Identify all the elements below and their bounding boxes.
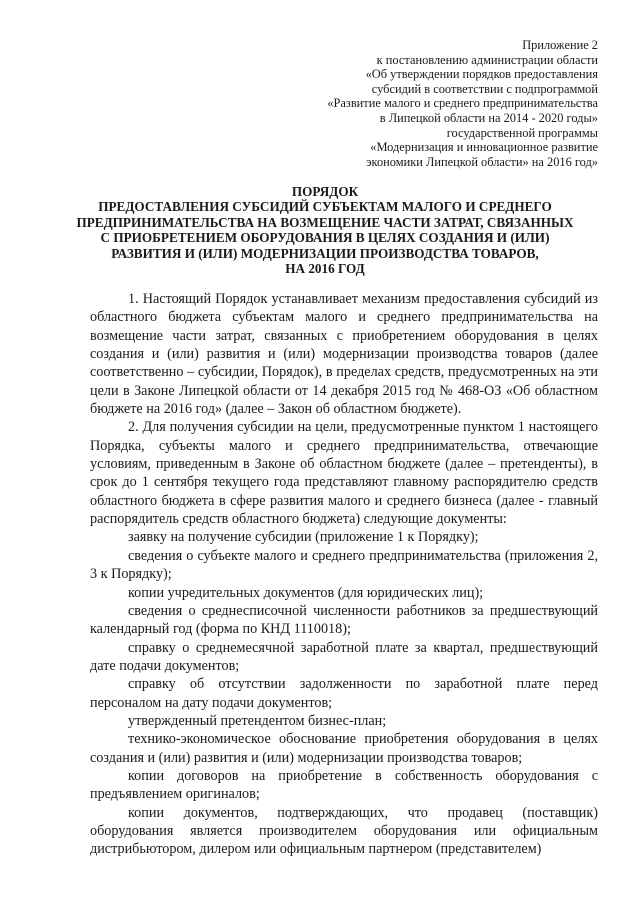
title-line: РАЗВИТИЯ И (ИЛИ) МОДЕРНИЗАЦИИ ПРОИЗВОДСТВА ТОВАРОВ, bbox=[111, 245, 539, 261]
list-item: справку о среднемесячной заработной плате за квартал, предшествующий дате подачи документов; bbox=[90, 639, 598, 674]
list-item: технико-экономическое обоснование приобретения оборудования в целях создания и (или) развития и (или) модернизации производства товаров; bbox=[90, 731, 598, 766]
title-line: С ПРИОБРЕТЕНИЕМ ОБОРУДОВАНИЯ В ЦЕЛЯХ СОЗДАНИЯ И (ИЛИ) bbox=[100, 230, 550, 246]
appendix-line: «Развитие малого и среднего предпринимательства bbox=[327, 96, 598, 111]
list-item: утвержденный претендентом бизнес-план; bbox=[128, 712, 387, 729]
appendix-line: «Об утверждении порядков предоставления bbox=[365, 67, 598, 82]
appendix-line: экономики Липецкой области» на 2016 год» bbox=[366, 154, 598, 169]
title-line: ПРЕДОСТАВЛЕНИЯ СУБСИДИЙ СУБЪЕКТАМ МАЛОГО И СРЕДНЕГО bbox=[98, 199, 552, 215]
appendix-line: «Модернизация и инновационное развитие bbox=[370, 140, 598, 155]
appendix-line: Приложение 2 bbox=[522, 38, 598, 52]
list-item: копии договоров на приобретение в собственность оборудования с предъявлением оригиналов; bbox=[90, 767, 598, 803]
document-body bbox=[90, 290, 598, 859]
appendix-line: в Липецкой области на 2014 - 2020 годы» bbox=[379, 110, 598, 125]
paragraph-1: 1. Настоящий Порядок устанавливает механизм предоставления субсидий из областного бюджета субъектам малого и среднего предпринимательства на возмещение части затрат, связанных с приобретением оборудования в целях создания и (или) развития и (или) модернизации производства товаров (далее соответственно – субсидии, Порядок), в пределах средств, предусмотренных на эти цели в Законе Липецкой области от 14 декабря 2015 год № 468-ОЗ «Об областном бюджете на 2016 год» (далее – Закон об областном бюджете). bbox=[90, 291, 598, 418]
title-line: НА 2016 ГОД bbox=[285, 261, 365, 277]
paragraph-2: 2. Для получения субсидии на цели, предусмотренные пунктом 1 настоящего Порядка, субъекты малого и среднего предпринимательства, отвечающие условиям, приведенным в Законе об областном бюджете (далее – претенденты), в срок до 1 сентября текущего года представляют главному распорядителю средств областного бюджета в сфере развития малого и среднего бизнеса (далее - главный распорядитель средств областного бюджета) следующие документы: bbox=[90, 419, 598, 528]
list-item: заявку на получение субсидии (приложение 1 к Порядку); bbox=[128, 529, 479, 546]
appendix-line: субсидий в соответствии с подпрограммой bbox=[371, 81, 598, 96]
appendix-line: к постановлению администрации области bbox=[376, 52, 598, 67]
title-line: ПРЕДПРИНИМАТЕЛЬСТВА НА ВОЗМЕЩЕНИЕ ЧАСТИ ЗАТРАТ, СВЯЗАННЫХ bbox=[76, 214, 574, 230]
title-line: ПОРЯДОК bbox=[291, 184, 359, 199]
appendix-line: государственной программы bbox=[446, 125, 598, 140]
list-item: справку об отсутствии задолженности по заработной плате перед персоналом на дату подачи документов; bbox=[90, 676, 598, 711]
list-item: копии документов, подтверждающих, что продавец (поставщик) оборудования является производителем оборудования или официальным дистрибьютором, дилером или официальным партнером (представителем) bbox=[90, 804, 598, 858]
appendix-header bbox=[268, 38, 598, 169]
document-title bbox=[60, 184, 590, 276]
list-item: сведения о субъекте малого и среднего предпринимательства (приложения 2, 3 к Порядку); bbox=[90, 547, 598, 583]
list-item: сведения о среднесписочной численности работников за предшествующий календарный год (форма по КНД 1110018); bbox=[90, 602, 598, 638]
list-item: копии учредительных документов (для юридических лиц); bbox=[128, 584, 484, 601]
